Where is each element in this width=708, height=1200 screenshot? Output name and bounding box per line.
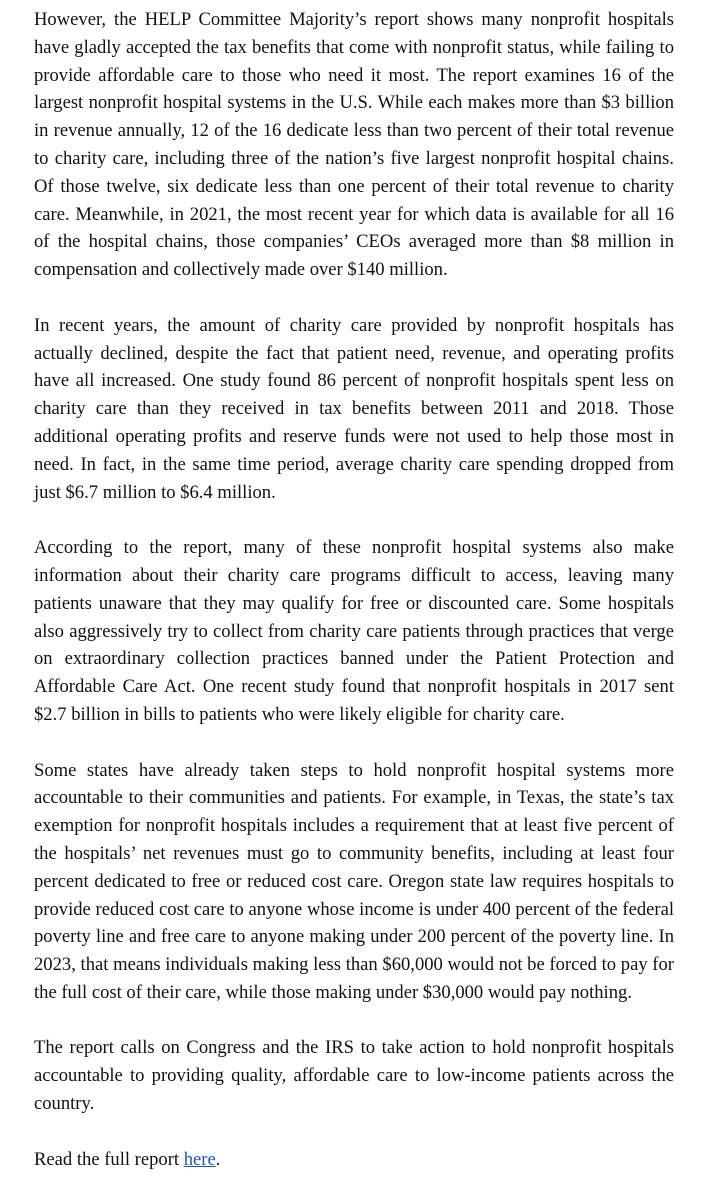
- read-full-report-line: [34, 1146, 674, 1174]
- read-more-prefix: Read the full report: [34, 1148, 184, 1170]
- read-more-suffix: .: [215, 1148, 221, 1170]
- document-body: [34, 6, 674, 1173]
- paragraph-charity-care-decline: In recent years, the amount of charity care provided by nonprofit hospitals has actually declined, despite the fact that patient need, revenue, and operating profits have all increased. One study found 86 percent of nonprofit hospitals spent less on charity care than they received in tax benefits between 2011 and 2018. Those additional operating profits and reserve funds were not used to help those most in need. In fact, in the same time period, average charity care spending dropped from just $6.7 million to $6.4 million.: [34, 314, 674, 503]
- paragraph-help-committee-report: However, the HELP Committee Majority’s report shows many nonprofit hospitals have gladly accepted the tax benefits that come with nonprofit status, while failing to provide affordable care to those who need it most. The report examines 16 of the largest nonprofit hospital systems in the U.S. While each makes more than $3 billion in revenue annually, 12 of the 16 dedicate less than two percent of their total revenue to charity care, including three of the nation’s five largest nonprofit hospital chains. Of those twelve, six dedicate less than one percent of their total revenue to charity care. Meanwhile, in 2021, the most recent year for which data is available for all 16 of the hospital chains, those companies’ CEOs averaged more than $8 million in compensation and collectively made over $140 million.: [34, 9, 674, 281]
- paragraph-call-to-action: The report calls on Congress and the IRS to take action to hold nonprofit hospitals accountable to providing quality, affordable care to low-income patients across the country.: [34, 1037, 674, 1115]
- paragraph-access-and-collections: According to the report, many of these nonprofit hospital systems also make information about their charity care programs difficult to access, leaving many patients unaware that they may qualify for free or discounted care. Some hospitals also aggressively try to collect from charity care patients through practices that verge on extraordinary collection practices banned under the Patient Protection and Affordable Care Act. One recent study found that nonprofit hospitals in 2017 sent $2.7 billion in bills to patients who were likely eligible for charity care.: [34, 537, 674, 725]
- full-report-link[interactable]: here: [183, 1148, 216, 1170]
- paragraph-state-actions: Some states have already taken steps to hold nonprofit hospital systems more accountable to their communities and patients. For example, in Texas, the state’s tax exemption for nonprofit hospitals includes a requirement that at least five percent of the hospitals’ net revenues must go to community benefits, including at least four percent dedicated to free or reduced cost care. Oregon state law requires hospitals to provide reduced cost care to anyone whose income is under 400 percent of the federal poverty line and free care to anyone making under 200 percent of the poverty line. In 2023, that means individuals making less than $60,000 would not be forced to pay for the full cost of their care, while those making under $30,000 would pay nothing.: [34, 759, 674, 1003]
